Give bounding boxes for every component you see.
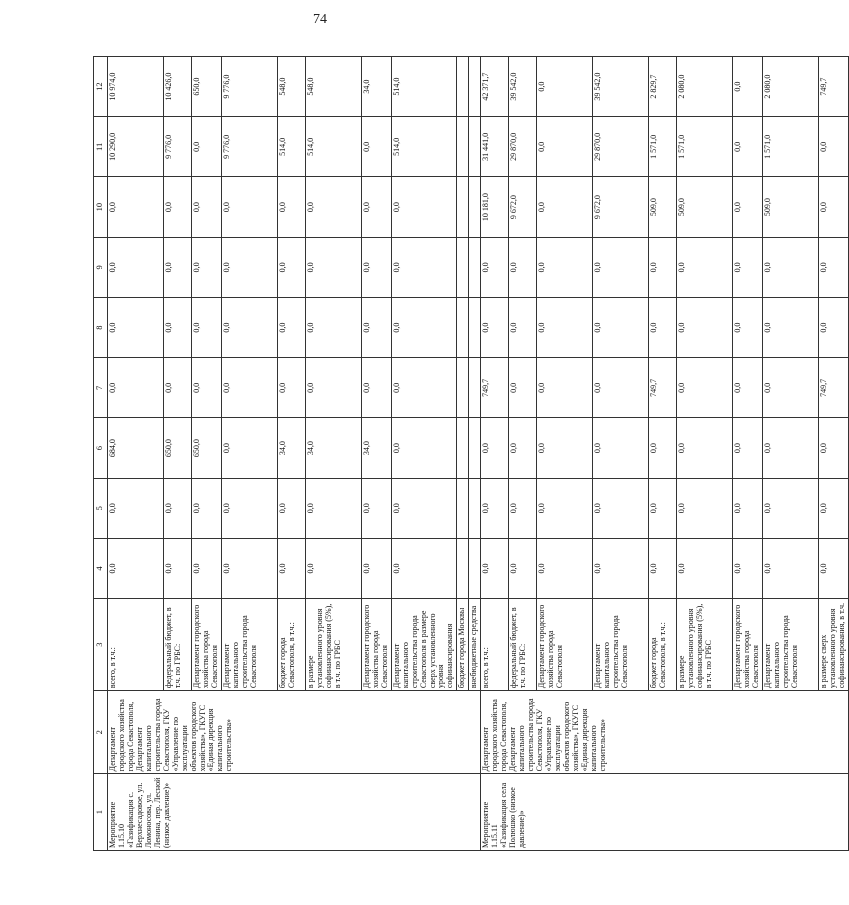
amount-cell: 0,0 <box>192 538 222 598</box>
funding-source-cell: Департамент городского хозяйства города Севастополя <box>733 599 763 691</box>
column-number: 2 <box>94 691 108 774</box>
amount-cell <box>469 117 481 177</box>
amount-cell: 0,0 <box>192 117 222 177</box>
executor-cell: Департамент городского хозяйства города Севастополя, Департамент капитального строительства города Севастополя, ГКУ «Управление по эксплуатации объектов городского хозяйства», ГКУГС «Единая дирекция капитального строительства» <box>481 691 849 774</box>
column-number: 4 <box>94 538 108 598</box>
amount-cell: 0,0 <box>733 237 763 297</box>
amount-cell: 0,0 <box>819 237 849 297</box>
amount-cell: 0,0 <box>277 297 305 357</box>
amount-cell: 0,0 <box>391 358 457 418</box>
amount-cell: 0,0 <box>537 57 593 117</box>
amount-cell: 34,0 <box>361 57 391 117</box>
amount-cell: 0,0 <box>677 418 733 478</box>
amount-cell: 39 542,0 <box>593 57 649 117</box>
amount-cell: 0,0 <box>221 358 277 418</box>
funding-source-cell: всего, в т.ч.: <box>481 599 509 691</box>
amount-cell: 0,0 <box>677 478 733 538</box>
amount-cell: 0,0 <box>649 237 677 297</box>
funding-table <box>93 56 849 851</box>
amount-cell: 34,0 <box>361 418 391 478</box>
amount-cell: 34,0 <box>277 418 305 478</box>
funding-source-cell: в размере установленного уровня софинансирования (5%), в т.ч. по ГРБС <box>677 599 733 691</box>
amount-cell: 1 571,0 <box>649 117 677 177</box>
amount-cell: 0,0 <box>391 297 457 357</box>
amount-cell: 0,0 <box>593 297 649 357</box>
amount-cell: 0,0 <box>277 358 305 418</box>
amount-cell: 0,0 <box>305 237 361 297</box>
amount-cell: 0,0 <box>361 297 391 357</box>
amount-cell: 0,0 <box>305 358 361 418</box>
amount-cell: 0,0 <box>733 418 763 478</box>
amount-cell: 2 829,7 <box>649 57 677 117</box>
amount-cell: 514,0 <box>391 57 457 117</box>
funding-source-cell: бюджет города Севастополя, в т.ч.: <box>277 599 305 691</box>
amount-cell <box>469 418 481 478</box>
amount-cell: 0,0 <box>537 478 593 538</box>
amount-cell: 9 672,0 <box>509 177 537 237</box>
amount-cell: 0,0 <box>305 177 361 237</box>
amount-cell: 684,0 <box>108 418 164 478</box>
funding-source-cell: бюджет города Севастополя, в т.ч.: <box>649 599 677 691</box>
amount-cell: 0,0 <box>221 538 277 598</box>
funding-source-cell: в размере установленного уровня софинансирования (5%), в т.ч. по ГРБС <box>305 599 361 691</box>
amount-cell: 0,0 <box>221 177 277 237</box>
amount-cell: 0,0 <box>819 478 849 538</box>
amount-cell: 29 870,0 <box>593 117 649 177</box>
amount-cell: 0,0 <box>733 358 763 418</box>
amount-cell: 0,0 <box>733 117 763 177</box>
amount-cell: 0,0 <box>509 418 537 478</box>
amount-cell: 10 974,0 <box>108 57 164 117</box>
amount-cell: 0,0 <box>649 538 677 598</box>
amount-cell: 0,0 <box>192 297 222 357</box>
funding-source-cell: Департамент городского хозяйства города Севастополя <box>192 599 222 691</box>
amount-cell: 0,0 <box>733 478 763 538</box>
amount-cell: 34,0 <box>305 418 361 478</box>
amount-cell: 42 371,7 <box>481 57 509 117</box>
amount-cell: 0,0 <box>537 117 593 177</box>
amount-cell: 10 290,0 <box>108 117 164 177</box>
funding-source-cell: Департамент городского хозяйства города Севастополя <box>537 599 593 691</box>
amount-cell: 0,0 <box>221 297 277 357</box>
amount-cell: 0,0 <box>763 237 819 297</box>
amount-cell: 0,0 <box>305 478 361 538</box>
amount-cell: 10 426,0 <box>164 57 192 117</box>
amount-cell: 0,0 <box>108 177 164 237</box>
amount-cell: 0,0 <box>593 478 649 538</box>
amount-cell: 514,0 <box>305 117 361 177</box>
funding-source-cell: в размере сверх установленного уровня софинансирования, в т.ч. <box>819 599 849 691</box>
amount-cell: 0,0 <box>593 418 649 478</box>
amount-cell: 0,0 <box>277 177 305 237</box>
amount-cell: 0,0 <box>108 478 164 538</box>
column-number: 11 <box>94 117 108 177</box>
amount-cell: 0,0 <box>192 478 222 538</box>
column-number: 5 <box>94 478 108 538</box>
executor-cell: Департамент городского хозяйства города Севастополя, Департамент капитального строительства города Севастополя, ГКУ «Управление по эксплуатации объектов городского хозяйства», ГКУГС «Единая дирекция капитального строительства» <box>108 691 481 774</box>
amount-cell: 0,0 <box>192 358 222 418</box>
amount-cell: 0,0 <box>649 297 677 357</box>
amount-cell: 0,0 <box>537 538 593 598</box>
funding-source-cell: всего, в т.ч.: <box>108 599 164 691</box>
amount-cell: 0,0 <box>819 418 849 478</box>
column-number: 1 <box>94 774 108 851</box>
amount-cell: 0,0 <box>763 538 819 598</box>
amount-cell <box>469 177 481 237</box>
funding-source-cell: Департамент капитального строительства города Севастополя <box>593 599 649 691</box>
amount-cell: 0,0 <box>391 237 457 297</box>
funding-source-cell: внебюджетные средства <box>469 599 481 691</box>
amount-cell <box>457 57 469 117</box>
amount-cell: 509,0 <box>677 177 733 237</box>
column-number: 7 <box>94 358 108 418</box>
amount-cell: 509,0 <box>763 177 819 237</box>
amount-cell: 650,0 <box>192 57 222 117</box>
amount-cell: 0,0 <box>221 418 277 478</box>
amount-cell: 0,0 <box>763 478 819 538</box>
amount-cell: 0,0 <box>305 297 361 357</box>
amount-cell: 0,0 <box>277 478 305 538</box>
table-row <box>481 57 509 851</box>
amount-cell: 548,0 <box>305 57 361 117</box>
amount-cell: 0,0 <box>391 478 457 538</box>
funding-source-cell: Департамент капитального строительства города Севастополя <box>763 599 819 691</box>
amount-cell: 0,0 <box>108 538 164 598</box>
amount-cell: 1 571,0 <box>763 117 819 177</box>
amount-cell: 0,0 <box>649 478 677 538</box>
amount-cell: 0,0 <box>677 237 733 297</box>
funding-source-cell: бюджет города Москвы <box>457 599 469 691</box>
amount-cell: 0,0 <box>733 177 763 237</box>
column-number: 9 <box>94 237 108 297</box>
amount-cell <box>457 478 469 538</box>
amount-cell <box>457 418 469 478</box>
measure-name-cell: Мероприятие 1.15.11 «Газификация села Полюшко (низкое давление)» <box>481 774 849 851</box>
rotated-table-container <box>93 56 847 851</box>
column-number: 12 <box>94 57 108 117</box>
amount-cell: 0,0 <box>481 237 509 297</box>
amount-cell: 0,0 <box>677 358 733 418</box>
amount-cell: 650,0 <box>192 418 222 478</box>
amount-cell: 0,0 <box>763 358 819 418</box>
amount-cell: 548,0 <box>277 57 305 117</box>
amount-cell: 0,0 <box>361 237 391 297</box>
table-row <box>108 57 164 851</box>
amount-cell: 0,0 <box>277 538 305 598</box>
amount-cell: 2 080,0 <box>677 57 733 117</box>
funding-source-cell: федеральный бюджет, в т.ч. по ГРБС: <box>509 599 537 691</box>
amount-cell: 749,7 <box>819 57 849 117</box>
amount-cell <box>457 538 469 598</box>
amount-cell: 0,0 <box>593 538 649 598</box>
column-number: 3 <box>94 599 108 691</box>
amount-cell: 0,0 <box>537 177 593 237</box>
amount-cell: 0,0 <box>361 358 391 418</box>
column-number: 6 <box>94 418 108 478</box>
amount-cell: 514,0 <box>277 117 305 177</box>
amount-cell: 0,0 <box>649 418 677 478</box>
amount-cell: 0,0 <box>108 297 164 357</box>
amount-cell: 0,0 <box>593 237 649 297</box>
amount-cell <box>457 297 469 357</box>
funding-source-cell: Департамент капитального строительства города Севастополя <box>221 599 277 691</box>
amount-cell: 0,0 <box>391 177 457 237</box>
amount-cell: 9 672,0 <box>593 177 649 237</box>
amount-cell: 0,0 <box>391 538 457 598</box>
amount-cell: 0,0 <box>164 478 192 538</box>
amount-cell: 0,0 <box>677 538 733 598</box>
amount-cell: 0,0 <box>537 418 593 478</box>
amount-cell: 0,0 <box>164 177 192 237</box>
column-number: 10 <box>94 177 108 237</box>
amount-cell: 9 776,0 <box>164 117 192 177</box>
amount-cell: 0,0 <box>677 297 733 357</box>
amount-cell: 509,0 <box>649 177 677 237</box>
amount-cell: 0,0 <box>481 297 509 357</box>
amount-cell <box>469 538 481 598</box>
amount-cell: 0,0 <box>221 478 277 538</box>
amount-cell: 9 776,0 <box>221 57 277 117</box>
amount-cell <box>469 358 481 418</box>
amount-cell <box>457 117 469 177</box>
amount-cell: 0,0 <box>593 358 649 418</box>
amount-cell: 0,0 <box>819 538 849 598</box>
amount-cell: 0,0 <box>481 418 509 478</box>
amount-cell: 514,0 <box>391 117 457 177</box>
amount-cell <box>457 358 469 418</box>
amount-cell: 0,0 <box>537 297 593 357</box>
amount-cell: 0,0 <box>361 177 391 237</box>
page-number: 74 <box>313 12 327 27</box>
amount-cell: 0,0 <box>221 237 277 297</box>
amount-cell: 0,0 <box>361 478 391 538</box>
amount-cell: 0,0 <box>391 418 457 478</box>
amount-cell: 9 776,0 <box>221 117 277 177</box>
column-number: 8 <box>94 297 108 357</box>
amount-cell: 0,0 <box>361 117 391 177</box>
amount-cell: 0,0 <box>509 297 537 357</box>
amount-cell: 0,0 <box>481 478 509 538</box>
amount-cell: 10 181,0 <box>481 177 509 237</box>
amount-cell: 0,0 <box>164 358 192 418</box>
amount-cell: 0,0 <box>361 538 391 598</box>
amount-cell: 0,0 <box>192 177 222 237</box>
amount-cell: 0,0 <box>537 358 593 418</box>
amount-cell: 2 080,0 <box>763 57 819 117</box>
amount-cell: 0,0 <box>509 538 537 598</box>
amount-cell: 0,0 <box>733 538 763 598</box>
amount-cell: 0,0 <box>164 237 192 297</box>
amount-cell: 650,0 <box>164 418 192 478</box>
amount-cell: 0,0 <box>763 418 819 478</box>
amount-cell: 0,0 <box>509 358 537 418</box>
column-number-row <box>94 57 108 851</box>
amount-cell: 0,0 <box>819 177 849 237</box>
funding-source-cell: Департамент городского хозяйства города Севастополя <box>361 599 391 691</box>
amount-cell: 749,7 <box>649 358 677 418</box>
amount-cell <box>457 177 469 237</box>
amount-cell <box>469 478 481 538</box>
amount-cell: 0,0 <box>509 237 537 297</box>
table-body <box>94 57 849 851</box>
amount-cell: 0,0 <box>733 57 763 117</box>
amount-cell <box>457 237 469 297</box>
amount-cell: 0,0 <box>164 538 192 598</box>
amount-cell: 0,0 <box>108 358 164 418</box>
amount-cell <box>469 57 481 117</box>
amount-cell: 0,0 <box>819 117 849 177</box>
amount-cell: 39 542,0 <box>509 57 537 117</box>
funding-source-cell: Департамент капитального строительства города Севастополя в размере сверх установленного уровня софинансирования <box>391 599 457 691</box>
amount-cell <box>469 297 481 357</box>
amount-cell: 0,0 <box>819 297 849 357</box>
amount-cell: 29 870,0 <box>509 117 537 177</box>
amount-cell: 749,7 <box>481 358 509 418</box>
amount-cell: 0,0 <box>277 237 305 297</box>
amount-cell: 0,0 <box>164 297 192 357</box>
amount-cell: 31 441,0 <box>481 117 509 177</box>
measure-name-cell: Мероприятие 1.15.10 «Газификация с. Верхнесадовое, ул. Ломоносова, ул. Ленина, пер. Лесной (низкое давление)» <box>108 774 481 851</box>
amount-cell: 0,0 <box>481 538 509 598</box>
amount-cell: 0,0 <box>108 237 164 297</box>
amount-cell: 749,7 <box>819 358 849 418</box>
funding-source-cell: федеральный бюджет, в т.ч. по ГРБС: <box>164 599 192 691</box>
amount-cell: 0,0 <box>733 297 763 357</box>
amount-cell: 0,0 <box>537 237 593 297</box>
amount-cell: 1 571,0 <box>677 117 733 177</box>
amount-cell: 0,0 <box>763 297 819 357</box>
amount-cell <box>469 237 481 297</box>
amount-cell: 0,0 <box>305 538 361 598</box>
amount-cell: 0,0 <box>192 237 222 297</box>
amount-cell: 0,0 <box>509 478 537 538</box>
